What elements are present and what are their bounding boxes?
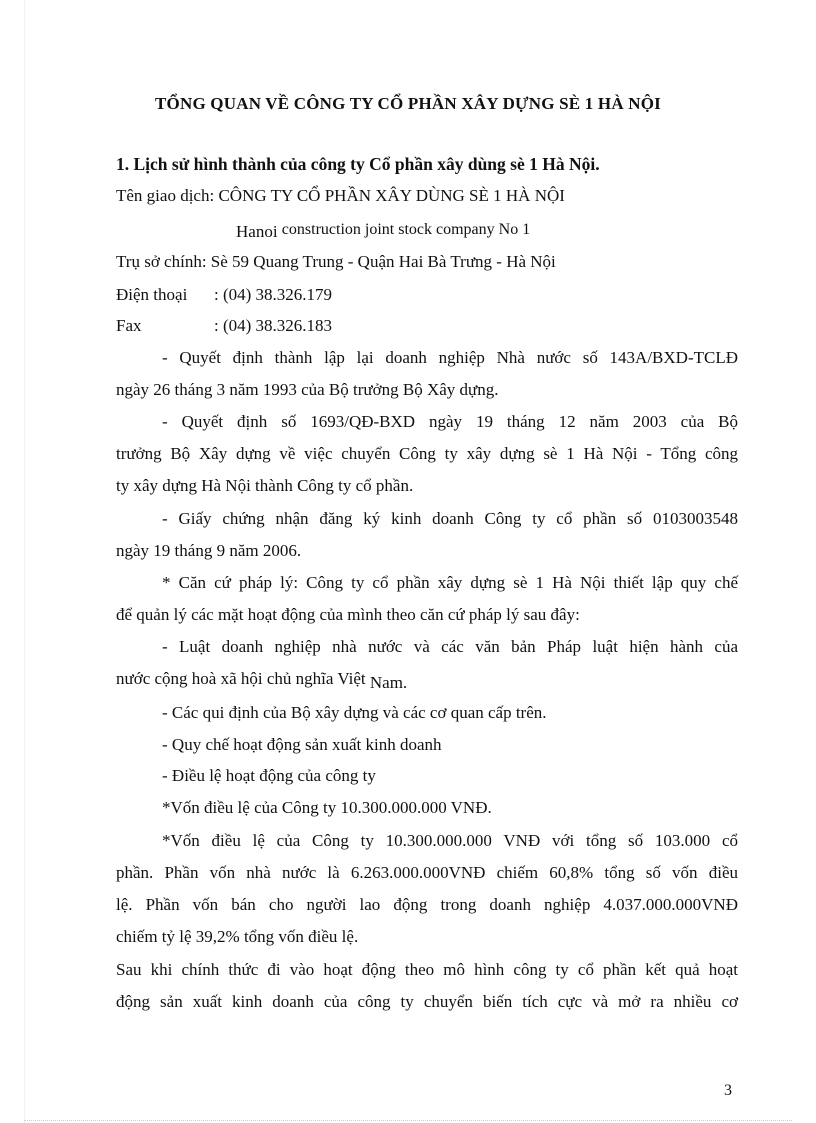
section-heading: 1. Lịch sử hình thành của công ty Cổ phần xây dùng sè 1 Hà Nội. xyxy=(116,154,600,174)
english-name-line xyxy=(236,217,816,242)
headquarters-line xyxy=(116,250,738,274)
fax-value: : (04) 38.326.183 xyxy=(214,316,333,335)
phone-label: Điện thoại xyxy=(116,285,188,304)
paragraph-text: nước cộng hoà xã hội chủ nghĩa Việt xyxy=(116,669,366,688)
capital-line: *Vốn điều lệ của Công ty 10.300.000.000 VNĐ. xyxy=(162,798,492,817)
page-bottom-border xyxy=(24,1120,792,1121)
paragraph-line: * Căn cứ pháp lý: Công ty cổ phần xây dựng sè 1 Hà Nội thiết lập quy chế xyxy=(162,573,738,592)
english-name-rest: construction joint stock company No 1 xyxy=(281,221,531,238)
page-title: TỔNG QUAN VỀ CÔNG TY CỔ PHẦN XÂY DỰNG SÈ 1 HÀ NỘI xyxy=(155,94,661,113)
hq-value: Sè 59 Quang Trung - Quận Hai Bà Trưng - Hà Nội xyxy=(210,252,556,271)
phone-line xyxy=(116,283,738,307)
phone-value: : (04) 38.326.179 xyxy=(214,285,333,304)
paragraph-line: lệ. Phần vốn bán cho người lao động trong doanh nghiệp 4.037.000.000VNĐ xyxy=(116,895,738,914)
paragraph-line: ngày 26 tháng 3 năm 1993 của Bộ trưởng Bộ Xây dựng. xyxy=(116,380,499,399)
paragraph-line: chiếm tỷ lệ 39,2% tổng vốn điều lệ. xyxy=(116,927,359,946)
fax-label: Fax xyxy=(116,316,142,335)
paragraph-line: - Luật doanh nghiệp nhà nước và các văn bản Pháp luật hiện hành của xyxy=(162,637,738,656)
bullet-item: - Các qui định của Bộ xây dựng và các cơ quan cấp trên. xyxy=(162,703,547,722)
paragraph-line: ty xây dựng Hà Nội thành Công ty cổ phần. xyxy=(116,476,414,495)
paragraph-line: - Giấy chứng nhận đăng ký kinh doanh Công ty cổ phần số 0103003548 xyxy=(162,509,738,528)
bullet-item: - Quy chế hoạt động sản xuất kinh doanh xyxy=(162,735,442,754)
paragraph-line: để quản lý các mặt hoạt động của mình theo căn cứ pháp lý sau đây: xyxy=(116,605,580,624)
paragraph-line: - Quyết định thành lập lại doanh nghiệp Nhà nước số 143A/BXD-TCLĐ xyxy=(162,348,738,367)
trade-name-line xyxy=(116,184,738,208)
paragraph-line xyxy=(116,667,738,691)
paragraph-line: Sau khi chính thức đi vào hoạt động theo mô hình công ty cổ phần kết quả hoạt xyxy=(116,960,738,979)
hq-label: Trụ sở chính: xyxy=(116,252,207,271)
paragraph-line: - Quyết định số 1693/QĐ-BXD ngày 19 tháng 12 năm 2003 của Bộ xyxy=(162,412,738,431)
bullet-item: - Điều lệ hoạt động của công ty xyxy=(162,766,376,785)
english-name-prefix: Hanoi xyxy=(236,222,278,241)
page-number: 3 xyxy=(724,1082,732,1099)
trade-name-value: CÔNG TY CỔ PHẦN XÂY DÙNG SÈ 1 HÀ NỘI xyxy=(218,186,565,205)
paragraph-line: trưởng Bộ Xây dựng về việc chuyển Công ty xây dựng sè 1 Hà Nội - Tổng công xyxy=(116,444,738,463)
margin-guide xyxy=(24,0,25,1123)
trade-name-label: Tên giao dịch: xyxy=(116,186,215,205)
paragraph-line: ngày 19 tháng 9 năm 2006. xyxy=(116,541,302,560)
paragraph-line: *Vốn điều lệ của Công ty 10.300.000.000 VNĐ với tổng số 103.000 cổ xyxy=(162,831,738,850)
paragraph-text-tail: Nam. xyxy=(369,673,408,692)
fax-line xyxy=(116,314,738,338)
paragraph-line: phần. Phần vốn nhà nước là 6.263.000.000VNĐ chiếm 60,8% tổng số vốn điều xyxy=(116,863,738,882)
paragraph-line: động sản xuất kinh doanh của công ty chuyển biến tích cực và mở ra nhiều cơ xyxy=(116,992,738,1011)
